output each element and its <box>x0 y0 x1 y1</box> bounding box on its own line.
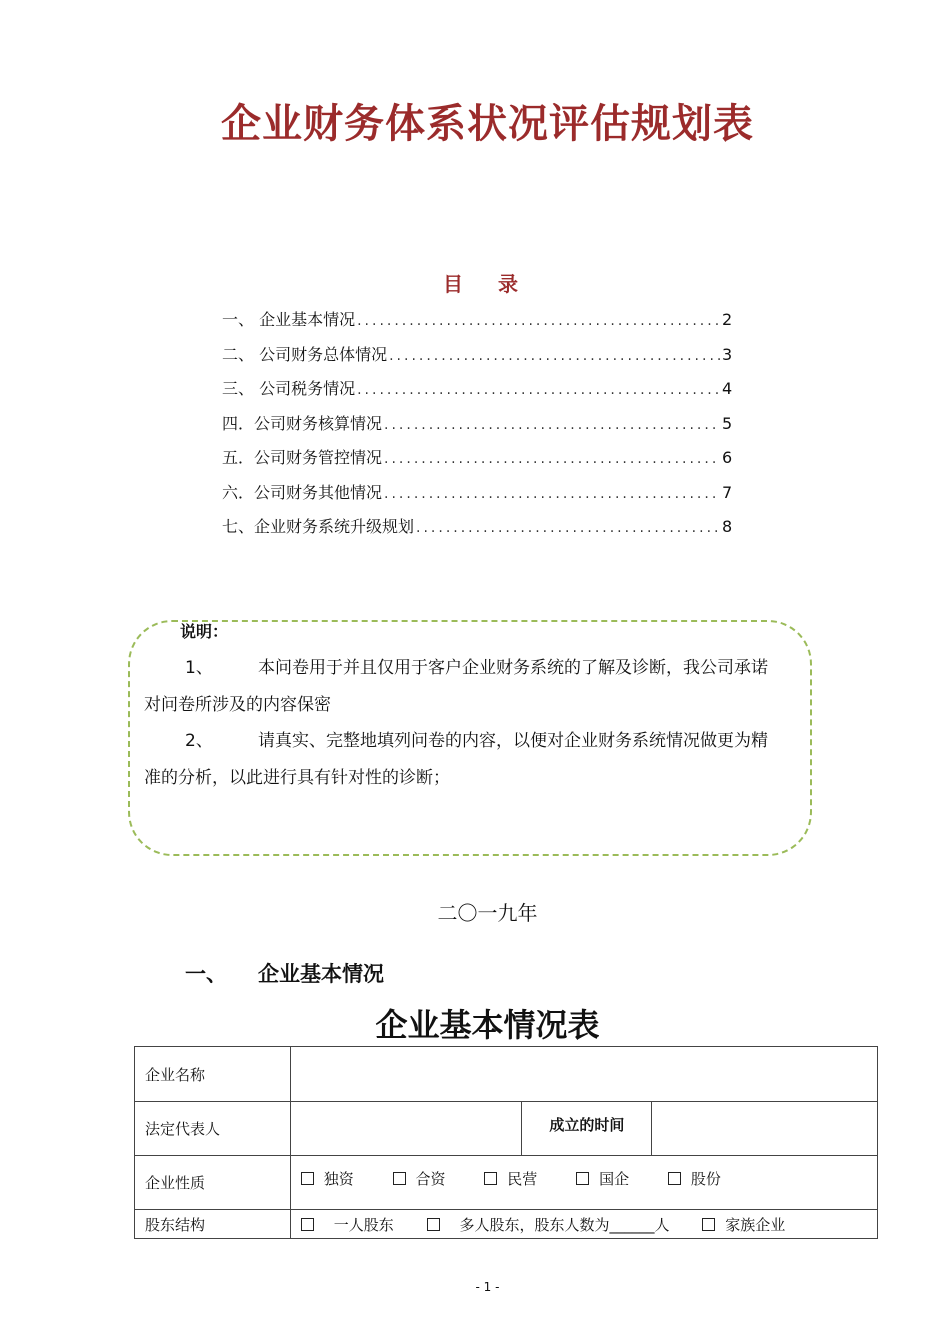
toc-leader-dots <box>416 520 720 536</box>
toc-entry-page: 5 <box>722 413 733 433</box>
company-name-field[interactable] <box>290 1047 877 1102</box>
toc-entry-page: 6 <box>722 448 733 467</box>
shareholder-option-label: 多人股东，股东人数为______人 <box>459 1215 670 1234</box>
toc-entry[interactable] <box>222 411 732 446</box>
toc-entry[interactable] <box>222 376 732 411</box>
toc-entry-label: 五．公司财务管控情况 <box>222 448 383 467</box>
table-row <box>135 1047 878 1102</box>
toc-leader-dots <box>357 313 720 329</box>
nature-option-label: 合资 <box>415 1170 446 1188</box>
toc-entry[interactable] <box>222 342 732 377</box>
checkbox-icon <box>427 1218 440 1231</box>
nature-option-label: 股份 <box>690 1170 721 1188</box>
shareholder-label: 股东结构 <box>135 1210 291 1239</box>
toc-entry-label: 二、 公司财务总体情况 <box>222 344 388 364</box>
shareholder-option-label: 家族企业 <box>725 1215 786 1234</box>
company-info-table <box>134 1046 878 1239</box>
document-title: 企业财务体系状况评估规划表 <box>221 101 754 147</box>
toc-leader-dots <box>384 417 720 433</box>
toc-leader-dots <box>389 348 720 364</box>
notice-item-number: 2、 <box>185 731 213 751</box>
toc-entry-label: 六．公司财务其他情况 <box>222 482 383 502</box>
table-title: 企业基本情况表 <box>375 1006 600 1044</box>
toc-entry-label: 七、企业财务系统升级规划 <box>222 517 415 536</box>
nature-option-checkbox[interactable] <box>668 1170 721 1188</box>
toc-entry-page: 2 <box>722 310 733 329</box>
toc-entry-label: 一、 企业基本情况 <box>222 310 356 329</box>
checkbox-icon <box>301 1218 314 1231</box>
nature-option-checkbox[interactable] <box>484 1170 537 1188</box>
toc-entry-page: 3 <box>722 344 733 364</box>
toc-leader-dots <box>357 382 720 398</box>
toc-entry-page: 8 <box>722 517 733 536</box>
toc-entry-page: 7 <box>722 482 733 502</box>
notice-item-text: 请真实、完整地填列问卷的内容，以便对企业财务系统情况做更为精 <box>258 731 768 751</box>
checkbox-icon <box>301 1172 314 1185</box>
table-row <box>135 1210 878 1239</box>
shareholder-option-checkbox[interactable] <box>702 1216 785 1234</box>
table-row <box>135 1156 878 1210</box>
notice-item-text: 本问卷用于并且仅用于客户企业财务系统的了解及诊断，我公司承诺 <box>258 658 768 678</box>
nature-option-label: 独资 <box>323 1170 354 1188</box>
nature-option-checkbox[interactable] <box>301 1170 354 1188</box>
toc-entry[interactable] <box>222 514 732 549</box>
toc-entry[interactable] <box>222 445 732 480</box>
shareholder-option-checkbox[interactable] <box>427 1216 670 1234</box>
toc-leader-dots <box>384 451 720 467</box>
checkbox-icon <box>393 1172 406 1185</box>
notice-item-text: 准的分析，以此进行具有针对性的诊断； <box>144 768 450 788</box>
founded-date-field[interactable] <box>652 1102 878 1156</box>
toc-entry[interactable] <box>222 480 732 515</box>
toc-entry[interactable] <box>222 307 732 342</box>
founded-date-label: 成立的时间 <box>522 1102 652 1156</box>
notice-item-number: 1、 <box>185 658 213 678</box>
table-of-contents <box>222 307 732 549</box>
legal-rep-field[interactable] <box>290 1102 522 1156</box>
toc-heading: 目 录 <box>443 272 532 296</box>
nature-option-checkbox[interactable] <box>393 1170 446 1188</box>
nature-option-label: 国企 <box>599 1170 630 1188</box>
shareholder-option-label: 一人股东 <box>333 1215 394 1234</box>
toc-entry-label: 三、 公司税务情况 <box>222 379 356 398</box>
checkbox-icon <box>576 1172 589 1185</box>
section-title: 企业基本情况 <box>258 962 384 986</box>
company-name-label: 企业名称 <box>135 1047 291 1102</box>
shareholder-options <box>290 1210 877 1239</box>
notice-item-text: 对问卷所涉及的内容保密 <box>144 695 331 715</box>
company-nature-label: 企业性质 <box>135 1156 291 1210</box>
company-nature-options <box>290 1156 877 1210</box>
shareholder-option-checkbox[interactable] <box>301 1216 394 1234</box>
table-row <box>135 1102 878 1156</box>
nature-option-label: 民营 <box>507 1170 538 1188</box>
checkbox-icon <box>702 1218 715 1231</box>
document-year: 二〇一九年 <box>437 901 538 925</box>
toc-leader-dots <box>384 486 720 502</box>
checkbox-icon <box>668 1172 681 1185</box>
page-number: - 1 - <box>475 1280 500 1294</box>
legal-rep-label: 法定代表人 <box>135 1102 291 1156</box>
nature-option-checkbox[interactable] <box>576 1170 629 1188</box>
checkbox-icon <box>484 1172 497 1185</box>
toc-entry-label: 四．公司财务核算情况 <box>222 413 383 433</box>
notice-title: 说明： <box>180 622 229 641</box>
toc-entry-page: 4 <box>722 379 733 398</box>
section-number: 一、 <box>185 962 227 986</box>
